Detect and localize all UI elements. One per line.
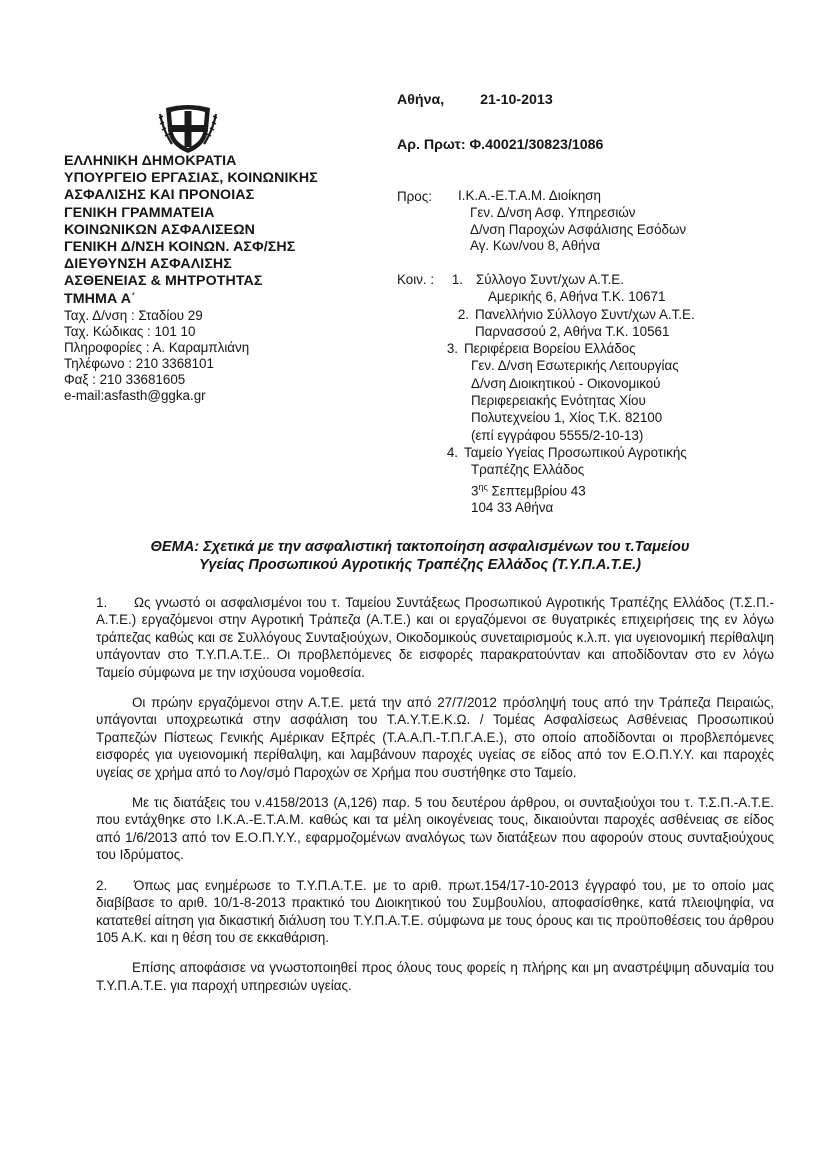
- copy-line: (επί εγγράφου 5555/2-10-13): [471, 427, 644, 443]
- copy-line: Περιφερειακής Ενότητας Χίου: [471, 393, 646, 409]
- subject-line: Υγείας Προσωπικού Αγροτικής Τραπέζης Ελλάδος (Τ.Υ.Π.Α.Τ.Ε.): [198, 557, 642, 574]
- paragraph-text: Ως γνωστό οι ασφαλισμένοι του τ. Ταμείου Συντάξεως Προσωπικού Αγροτικής Τραπέζης Ελλάδος (Τ.Σ.Π.-Α.Τ.Ε.) εργαζόμενοι στην Αγροτική Τράπεζα (Α.Τ.Ε.) και οι εργαζόμενοι σε θυγατρικές επιχειρήσεις της εν λόγω τράπεζας καθώς και σε Συλλόγους Συνταξιούχων, Οικοδομικούς συνεταιρισμούς κ.λ.π. για υγειονομική περίθαλψη υπάγονταν στο Τ.Υ.Π.Α.Τ.Ε.. Οι προβλεπόμενες δε εισφορές παρακρατούνταν και αποδίδονταν στο εν λόγω Ταμείο σύμφωνα με την ισχύουσα νομοθεσία.: [96, 595, 774, 680]
- copy-recipient: [440, 444, 695, 517]
- sender-org: [64, 153, 394, 308]
- copy-line: Τραπέζης Ελλάδος: [471, 462, 585, 478]
- copy-line: Σύλλογο Συντ/χων Α.Τ.Ε.: [476, 272, 624, 287]
- body-paragraph: Επίσης αποφάσισε να γνωστοποιηθεί προς όλους τους φορείς η πλήρης και μη αναστρέψιμη αδυναμία του Τ.Υ.Π.Α.Τ.Ε. για παροχή υπηρεσιών υγείας.: [96, 960, 774, 993]
- contact-line: Ταχ. Κώδικας : 101 10: [64, 323, 196, 339]
- sender-contact: [64, 308, 394, 405]
- sender-org-line: ΕΛΛΗΝΙΚΗ ΔΗΜΟΚΡΑΤΙΑ: [64, 153, 237, 169]
- body-paragraph: [96, 594, 774, 681]
- body-paragraph: Οι πρώην εργαζόμενοι στην Α.Τ.Ε. μετά την από 27/7/2012 πρόσληψή τους από την Τράπεζα Πειραιώς, υπάγονται υποχρεωτικά στην ασφάλιση του Τ.Α.Υ.Τ.Ε.Κ.Ω. / Τομέας Ασφαλίσεως Ασθένειας Προσωπικού Τραπεζών Πίστεως Γενικής Αμέρικαν Εξπρές (Τ.Α.Α.Π.-Τ.Π.Γ.Α.Ε.), στο οποίο αποδίδονται οι προβλεπόμενες εισφορές για υγειονομική περίθαλψη, και λαμβάνουν παροχές υγείας σε είδος από τον Ε.Ο.Π.Υ.Υ. και παροχές υγείας σε χρήμα από το Λογ/σμό Παροχών σε Χρήμα που συστήθηκε στο Ταμείο.: [96, 695, 774, 780]
- subject-line: ΘΕΜΑ: Σχετικά με την ασφαλιστική τακτοποίηση ασφαλισμένων του τ.Ταμείου: [150, 539, 690, 555]
- copy-line: Πολυτεχνείου 1, Χίος Τ.Κ. 82100: [471, 410, 663, 426]
- sender-org-line: ΚΟΙΝΩΝΙΚΩΝ ΑΣΦΑΛΙΣΕΩΝ: [64, 221, 256, 238]
- copy-line: 104 33 Αθήνα: [471, 500, 554, 516]
- copy-number: 2.: [457, 306, 469, 322]
- recipients-block: [458, 188, 686, 255]
- recipients-label: Προς:: [397, 189, 432, 204]
- sender-org-line: ΤΜΗΜΑ Α΄: [64, 290, 136, 307]
- contact-line: Πληροφορίες : Α. Καραμπλιάνη: [64, 340, 250, 356]
- sender-org-line: ΔΙΕΥΘΥΝΣΗ ΑΣΦΑΛΙΣΗΣ: [64, 256, 232, 273]
- copy-line: Παρνασσού 2, Αθήνα Τ.Κ. 10561: [475, 323, 670, 339]
- copy-number: 3.: [446, 341, 458, 357]
- copy-line: Δ/νση Διοικητικού - Οικονομικού: [471, 375, 661, 391]
- place: Αθήνα,: [397, 92, 445, 108]
- copy-line: Πανελλήνιο Σύλλογο Συντ/χων Α.Τ.Ε.: [475, 306, 695, 322]
- recipient-line: Ι.Κ.Α.-Ε.Τ.Α.Μ. Διοίκηση: [458, 188, 601, 203]
- sender-org-line: ΓΕΝΙΚΗ Δ/ΝΣΗ ΚΟΙΝΩΝ. ΑΣΦ/ΣΗΣ: [64, 239, 296, 256]
- sender-org-line: ΑΣΦΑΛΙΣΗΣ ΚΑΙ ΠΡΟΝΟΙΑΣ: [64, 187, 255, 204]
- copy-recipient: [440, 340, 695, 444]
- paragraph-text: Όπως μας ενημέρωσε το Τ.Υ.Π.Α.Τ.Ε. με το αριθ. πρωτ.154/17-10-2013 έγγραφό του, με το οποίο μας διαβίβασε το αριθ. 10/1-8-2013 πρακτικό του Διοικητικού του Συμβουλίου, αποφασίσθηκε, κατά πλειοψηφία, να κατατεθεί αίτηση για δικαστική διάλυση του Τ.Υ.Π.Α.Τ.Ε. σύμφωνα με τους όρους και τις προϋποθέσεις του άρθρου 105 Α.Κ. και η θέση του σε εκκαθάριση.: [96, 877, 774, 945]
- contact-email: e-mail:asfasth@ggka.gr: [64, 388, 206, 404]
- recipient-line: Αγ. Κων/νου 8, Αθήνα: [470, 238, 601, 254]
- copy-line: Γεν. Δ/νση Εσωτερικής Λειτουργίας: [471, 358, 679, 374]
- copy-recipient: [440, 271, 695, 306]
- recipient-line: Δ/νση Παροχών Ασφάλισης Εσόδων: [470, 221, 687, 237]
- sender-org-line: ΑΣΘΕΝΕΙΑΣ & ΜΗΤΡΟΤΗΤΑΣ: [64, 273, 263, 290]
- copy-number: 4.: [446, 444, 458, 460]
- copy-line: Ταμείο Υγείας Προσωπικού Αγροτικής: [464, 444, 687, 460]
- letter-body: [96, 594, 774, 1007]
- copies-label: Κοιν. :: [397, 272, 435, 287]
- copy-number: 1.: [451, 272, 463, 287]
- copy-line: $3^{\eta\varsigma}$ Σεπτεμβρίου 43: [471, 481, 586, 499]
- contact-line: Τηλέφωνο : 210 3368101: [64, 356, 214, 372]
- contact-line: Ταχ. Δ/νση : Σταδίου 29: [64, 307, 203, 323]
- sender-org-line: ΓΕΝΙΚΗ ΓΡΑΜΜΑΤΕΙΑ: [64, 204, 215, 221]
- sender-block: [64, 153, 394, 404]
- body-paragraph: Με τις διατάξεις του ν.4158/2013 (Α,126) παρ. 5 του δευτέρου άρθρου, οι συνταξιούχοι του τ. Τ.Σ.Π.-Α.Τ.Ε. που εντάχθηκε στο Ι.Κ.Α.-Ε.Τ.Α.Μ. καθώς και τα μέλη οικογένειας τους, δικαιούνται παροχές ασθένειας σε είδος από 1/6/2013 από τον Ε.Ο.Π.Υ.Υ., εφαρμοζομένων αναλόγως των διατάξεων που αφορούν στους συνταξιούχους του Ιδρύματος.: [96, 795, 774, 863]
- subject: [70, 538, 770, 575]
- paragraph-number: 1.: [96, 595, 108, 610]
- copy-line: Αμερικής 6, Αθήνα Τ.Κ. 10671: [488, 289, 666, 305]
- date-value: 21-10-2013: [480, 92, 553, 108]
- recipient-line: Γεν. Δ/νση Ασφ. Υπηρεσιών: [470, 204, 636, 220]
- body-paragraph: [96, 877, 774, 947]
- copies-list: [440, 271, 695, 517]
- copy-line: Περιφέρεια Βορείου Ελλάδος: [464, 341, 636, 357]
- copy-recipient: [440, 306, 695, 341]
- document-date: [397, 92, 553, 108]
- paragraph-number: 2.: [96, 877, 108, 893]
- sender-org-line: ΥΠΟΥΡΓΕΙΟ ΕΡΓΑΣΙΑΣ, ΚΟΙΝΩΝΙΚΗΣ: [64, 170, 318, 187]
- contact-line: Φαξ : 210 33681605: [64, 372, 186, 388]
- greek-coat-of-arms-icon: [158, 100, 218, 156]
- protocol-number: Αρ. Πρωτ: Φ.40021/30823/1086: [397, 137, 604, 153]
